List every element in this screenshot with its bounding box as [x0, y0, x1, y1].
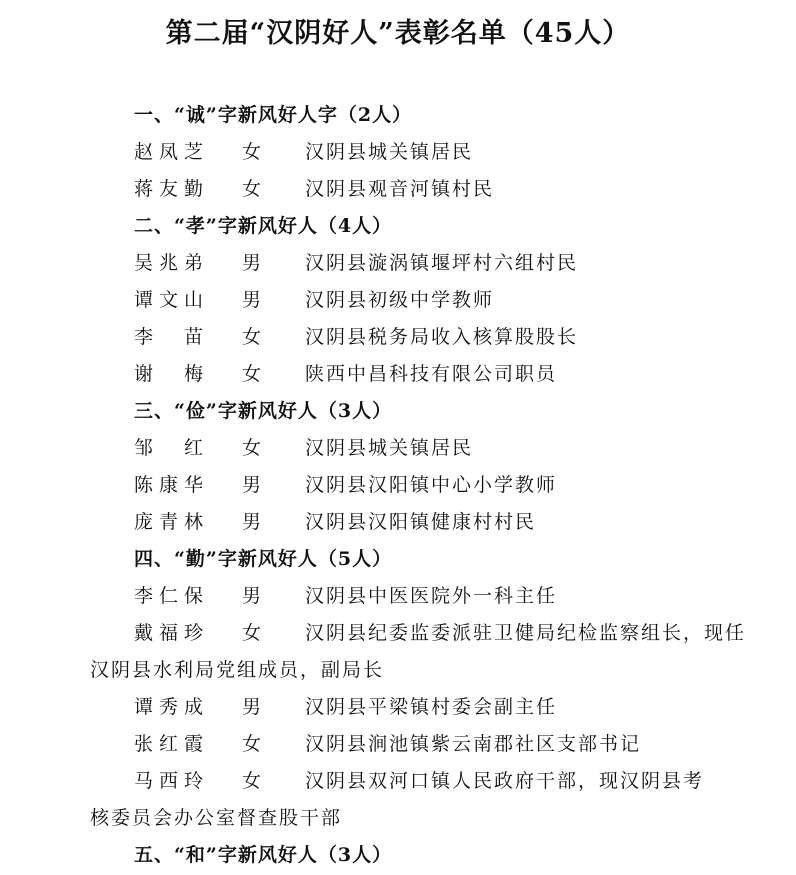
- honoree-name: 陈康华: [134, 474, 210, 496]
- honoree-name: 马西玲: [134, 770, 210, 792]
- honoree-gender: 男: [242, 474, 262, 496]
- honoree-gender: 女: [242, 622, 262, 644]
- honoree-list: [0, 97, 796, 874]
- section-heading: 二、“孝”字新风好人（4人）: [134, 215, 393, 237]
- honoree-name: 戴福珍: [134, 622, 210, 644]
- honoree-name: 蒋友勤: [134, 178, 210, 200]
- honoree-gender: 男: [242, 511, 262, 533]
- honoree-name: 张红霞: [134, 733, 210, 755]
- honoree-name: 谢 梅: [134, 363, 210, 385]
- honoree-gender: 女: [242, 178, 262, 200]
- honoree-row: [0, 282, 796, 319]
- honoree-gender: 男: [242, 252, 262, 274]
- honoree-gender: 女: [242, 437, 262, 459]
- honoree-row: [0, 245, 796, 282]
- honoree-row: [0, 578, 796, 615]
- honoree-description: 汉阴县纪委监委派驻卫健局纪检监察组长，现任: [305, 622, 747, 644]
- honoree-row: [0, 356, 796, 393]
- honoree-description: 陕西中昌科技有限公司职员: [305, 363, 558, 385]
- honoree-name: 庞青林: [134, 511, 210, 533]
- honoree-description: 汉阴县观音河镇村民: [305, 178, 495, 200]
- honoree-name: 邹 红: [134, 437, 210, 459]
- honoree-description: 汉阴县汉阳镇健康村村民: [305, 511, 537, 533]
- honoree-gender: 男: [242, 585, 262, 607]
- honoree-description: 汉阴县涧池镇紫云南郡社区支部书记: [305, 733, 642, 755]
- section-heading: 三、“俭”字新风好人（3人）: [134, 400, 393, 422]
- honoree-row: [0, 134, 796, 171]
- honoree-row: [0, 726, 796, 763]
- section-heading: 四、“勤”字新风好人（5人）: [134, 548, 393, 570]
- section-heading: 一、“诚”字新风好人字（2人）: [134, 104, 413, 126]
- honoree-name: 李 苗: [134, 326, 210, 348]
- honoree-description: 汉阴县漩涡镇堰坪村六组村民: [305, 252, 579, 274]
- honoree-gender: 女: [242, 770, 262, 792]
- honoree-gender: 男: [242, 696, 262, 718]
- honoree-description: 汉阴县中医医院外一科主任: [305, 585, 558, 607]
- honoree-description: 汉阴县平梁镇村委会副主任: [305, 696, 558, 718]
- honoree-description: 汉阴县汉阳镇中心小学教师: [305, 474, 558, 496]
- honoree-row: [0, 504, 796, 541]
- honoree-row: [0, 467, 796, 504]
- honoree-gender: 女: [242, 363, 262, 385]
- honoree-row: [0, 689, 796, 726]
- honoree-name: 李仁保: [134, 585, 210, 607]
- honoree-name: 谭文山: [134, 289, 210, 311]
- honoree-gender: 女: [242, 733, 262, 755]
- honoree-description: 汉阴县双河口镇人民政府干部，现汉阴县考: [305, 770, 705, 792]
- honoree-name: 赵凤芝: [134, 141, 210, 163]
- honoree-gender: 男: [242, 289, 262, 311]
- honoree-description: 汉阴县城关镇居民: [305, 141, 474, 163]
- section-heading: 五、“和”字新风好人（3人）: [134, 844, 393, 866]
- honoree-description: 汉阴县城关镇居民: [305, 437, 474, 459]
- honoree-description: 汉阴县税务局收入核算股股长: [305, 326, 579, 348]
- honoree-gender: 女: [242, 326, 262, 348]
- document-title: 第二届“汉阴好人”表彰名单（45人）: [165, 18, 631, 49]
- honoree-row: [0, 763, 796, 800]
- honoree-description-continued: 汉阴县水利局党组成员，副局长: [90, 659, 385, 681]
- honoree-row: [0, 319, 796, 356]
- honoree-description-continued: 核委员会办公室督查股干部: [90, 807, 343, 829]
- honoree-row: [0, 430, 796, 467]
- honoree-row: [0, 615, 796, 652]
- honoree-name: 谭秀成: [134, 696, 210, 718]
- honoree-description: 汉阴县初级中学教师: [305, 289, 495, 311]
- honoree-gender: 女: [242, 141, 262, 163]
- honoree-row: [0, 171, 796, 208]
- honoree-name: 吴兆弟: [134, 252, 210, 274]
